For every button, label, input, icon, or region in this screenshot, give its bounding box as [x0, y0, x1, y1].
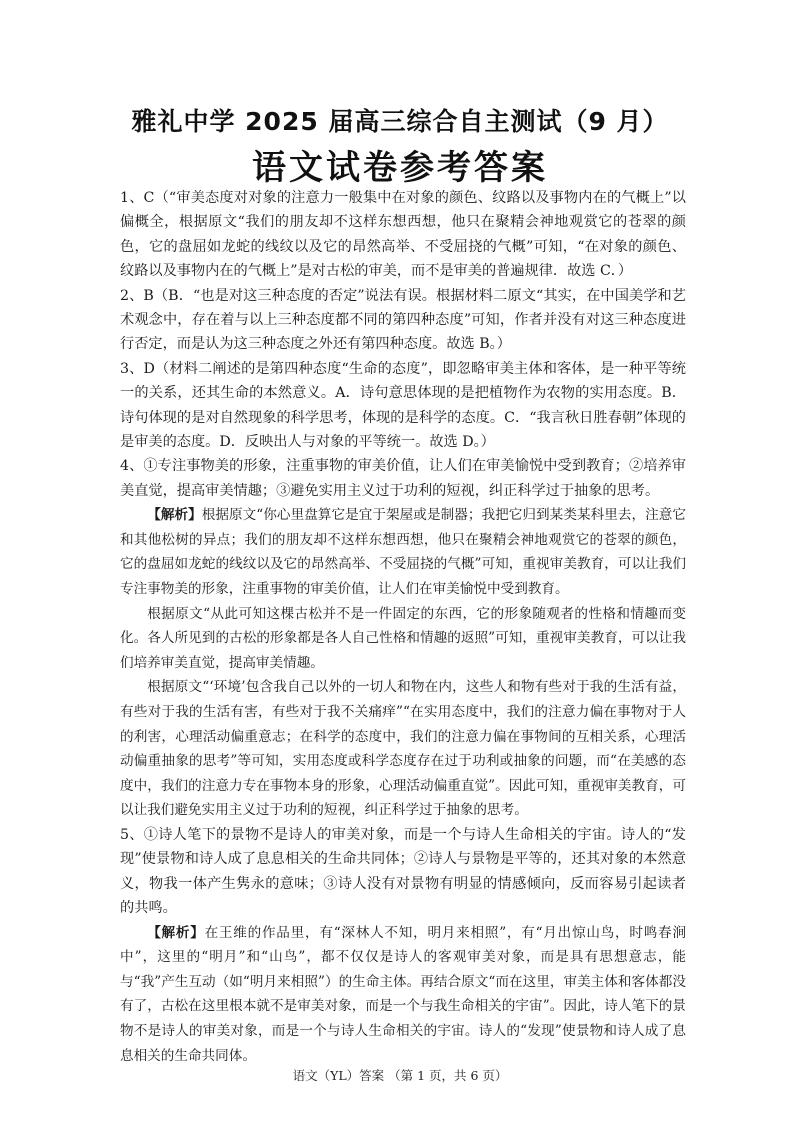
answer-key-title: 语文试卷参考答案	[252, 148, 548, 188]
analysis-q4-2: 根据原文“从此可知这棵古松并不是一件固定的东西，它的形象随观者的性格和情趣而变化。各人所见到的古松的形象都是各人自己性格和情趣的返照”可知，重视审美教育，可以让我们培养审美直觉，提高审美情趣。	[120, 605, 686, 671]
answer-q3: 3、D（材料二阐述的是第四种态度“生命的态度”，即忽略审美主体和客体，是一种平等统一的关系，还其生命的本然意义。A．诗句意思体现的是把植物作为农物的实用态度。B．诗句体现的是对自然现象的科学思考，体现的是科学的态度。C．“我言秋日胜春朝”体现的是审美的态度。D．反映出人与对象的平等统一。故选 D。）	[120, 360, 686, 451]
analysis-q4-1	[120, 503, 686, 601]
analysis-tag: 【解析】	[147, 924, 205, 941]
answer-q2: 2、B（B．“也是对这三种态度的否定”说法有误。根据材料二原文“其实，在中国美学和艺术观念中，存在着与以上三种态度都不同的第四种态度”可知，作者并没有对这三种态度进行否定，而是认为这三种态度之外还有第四种态度。故选 B。）	[120, 287, 686, 353]
analysis-q4-3: 根据原文“‘环境’包含我自己以外的一切人和物在内，这些人和物有些对于我的生活有益，有些对于我的生活有害，有些对于我不关痛痒”“在实用态度中，我们的注意力偏在事物对于人的利害，心理活动偏重意志；在科学的态度中，我们的注意力偏在事物间的互相关系，心理活动偏重抽象的思考”等可知，实用态度或科学态度存在过于功利或抽象的问题，而“在美感的态度中，我们的注意力专在事物本身的形象，心理活动偏重直觉”。因此可知，重视审美教育，可以让我们避免实用主义过于功利的短视，纠正科学过于抽象的思考。	[120, 679, 686, 819]
analysis-q5-1	[120, 921, 686, 1069]
answer-q5: 5、①诗人笔下的景物不是诗人的审美对象，而是一个与诗人生命相关的宇宙。诗人的“发现”使景物和诗人成了息息相关的生命共同体；②诗人与景物是平等的，还其对象的本然意义，物我一体产生隽永的意味；③诗人没有对景物有明显的情感倾向，反而容易引起读者的共鸣。	[120, 827, 686, 917]
answer-q1: 1、C（“审美态度对对象的注意力一般集中在对象的颜色、纹路以及事物内在的气概上”以偏概全，根据原文“我们的朋友却不这样东想西想，他只在聚精会神地观赏它的苍翠的颜色，它的盘屈如龙蛇的线纹以及它的昂然高举、不受屈挠的气概”可知，“在对象的颜色、纹路以及事物内在的气概上”是对古松的审美，而不是审美的普遍规律．故选 C．）	[120, 190, 686, 280]
answer-q4: 4、①专注事物美的形象，注重事物的审美价值，让人们在审美愉悦中受到教育；②培养审美直觉，提高审美情趣；③避免实用主义过于功利的短视，纠正科学过于抽象的思考。	[120, 458, 686, 499]
analysis-text: 在王维的作品里，有“深林人不知，明月来相照”，有“月出惊山鸟，时鸣春涧中”，这里的“明月”和“山鸟”，都不仅仅是诗人的客观审美对象，而是具有思想意志，能与“我”产生互动（如“明月来相照”）的生命主体。再结合原文“而在这里，审美主体和客体都没有了，古松在这里根本就不是审美对象，而是一个与我生命相关的宇宙”。因此，诗人笔下的景物不是诗人的审美对象，而是一个与诗人生命相关的宇宙。诗人的“发现”使景物和诗人成了息息相关的生命共同体。	[120, 924, 686, 1064]
answer-content	[120, 186, 686, 1068]
analysis-tag: 【解析】	[147, 507, 202, 524]
page-footer: 语文（YL）答案 （第 1 页，共 6 页）	[292, 1068, 508, 1083]
analysis-text: 根据原文“你心里盘算它是宜于架屋或是制器；我把它归到某类某科里去，注意它和其他松树的异点；我们的朋友却不这样东想西想，他只在聚精会神地观赏它的苍翠的颜色，它的盘屈如龙蛇的线纹以及它的昂然高举、不受屈挠的气概”可知，重视审美教育，可以让我们专注事物美的形象，注重事物的审美价值，让人们在审美愉悦中受到教育。	[120, 507, 687, 598]
exam-title: 雅礼中学 2025 届高三综合自主测试（9 月）	[131, 107, 669, 136]
